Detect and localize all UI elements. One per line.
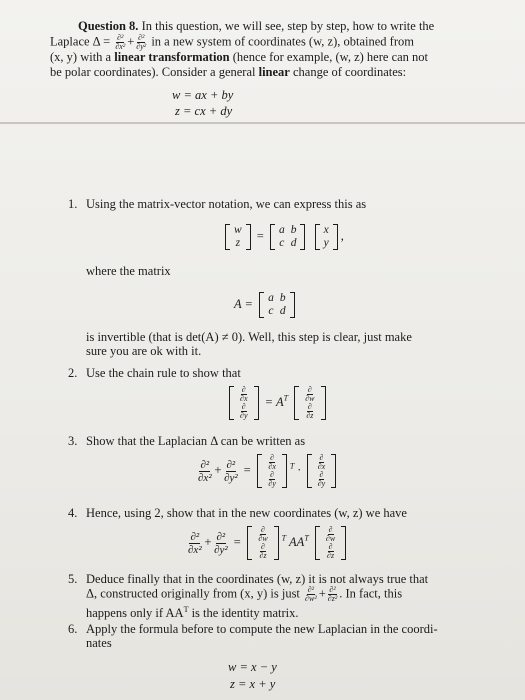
intro-equation-w: w = ax + by xyxy=(172,88,234,102)
step-4-number: 4. xyxy=(68,506,78,520)
intro-line-2: Laplace Δ = $\frac{\text{∂²}}{\text{∂x²}}$ + $\frac{\text{∂²}}{\text{∂y²}}$ in a new system of coordinates (w, z), obtained from xyxy=(50,33,414,51)
step-1-invertible-line-2: sure you are ok with it. xyxy=(86,344,202,358)
d2-dx2-fraction: $\frac{\text{∂²}}{\text{∂x²}}$ xyxy=(115,33,126,51)
laplacian-product-equation: $\frac{\text{∂²}}{\text{∂x²}}$ + $\frac{\text{∂²}}{\text{∂y²}}$ = $\frac{\partial}{\partial x}$ $\frac{\partial}{\partial y}$ $^T$ · $\frac{\partial}{\partial x}$ $\frac{\partial}{\partial y}$ xyxy=(196,454,339,488)
step-1-invertible-line-1: is invertible (that is det(A) ≠ 0). Well, this step is clear, just make xyxy=(86,330,412,344)
step-6-equation-w: w = x − y xyxy=(228,660,277,674)
new-coordinates-laplacian-equation: $\frac{\text{∂²}}{\text{∂x²}}$ + $\frac{\text{∂²}}{\text{∂y²}}$ = $\frac{\partial}{\partial w}$ $\frac{\partial}{\partial z}$ $^T$ $AA^T$ $\frac{\partial}{\partial w}$ $\frac{\partial}{\partial z}$ xyxy=(186,526,349,560)
chain-rule-equation: $\frac{\partial}{\partial x}$ $\frac{\partial}{\partial y}$ = $A^T$ $\frac{\partial}{\partial w}$ $\frac{\partial}{\partial z}$ xyxy=(226,386,329,420)
step-6-line-1: Apply the formula before to compute the new Laplacian in the coordi- xyxy=(86,622,438,636)
step-1-text: Using the matrix-vector notation, we can express this as xyxy=(86,197,367,211)
intro-line-3: (x, y) with a linear transformation (hence for example, (w, z) here can not xyxy=(50,50,429,64)
intro-equation-z: z = cx + dy xyxy=(175,104,233,118)
step-2-text: Use the chain rule to show that xyxy=(86,366,241,380)
step-5-number: 5. xyxy=(68,572,78,586)
step-6-number: 6. xyxy=(68,622,78,636)
intro-line-4: be polar coordinates). Consider a general linear change of coordinates: xyxy=(50,65,407,79)
step-1-where: where the matrix xyxy=(86,264,171,278)
question-title: Question 8. xyxy=(78,19,139,33)
matrix-A-definition: A = a b c d xyxy=(234,292,298,318)
step-6-line-2: nates xyxy=(86,636,112,650)
step-4-text: Hence, using 2, show that in the new coordinates (w, z) we have xyxy=(86,506,407,520)
step-5-line-3: happens only if $AA^T$ is the identity matrix. xyxy=(86,605,299,621)
page-fold-divider xyxy=(0,122,525,124)
step-5-line-1: Deduce finally that in the coordinates (w, z) it is not always true that xyxy=(86,572,429,586)
step-2-number: 2. xyxy=(68,366,78,380)
step-6-equation-z: z = x + y xyxy=(230,677,276,691)
step-3-text: Show that the Laplacian Δ can be written as xyxy=(86,434,306,448)
d2-dy2-fraction: $\frac{\text{∂²}}{\text{∂y²}}$ xyxy=(136,33,147,51)
step-3-number: 3. xyxy=(68,434,78,448)
step-1-number: 1. xyxy=(68,197,78,211)
step-5-line-2: Δ, constructed originally from (x, y) is just $\frac{\text{∂²}}{\text{∂w²}}$ + $\frac{\text{∂²}}{\text{∂z²}}$ . In fact, this xyxy=(86,585,403,603)
step-1-matrix-equation: w z = a b c d x y , xyxy=(222,224,344,250)
intro-line-1: Question 8. In this question, we will see, step by step, how to write the xyxy=(78,19,435,33)
